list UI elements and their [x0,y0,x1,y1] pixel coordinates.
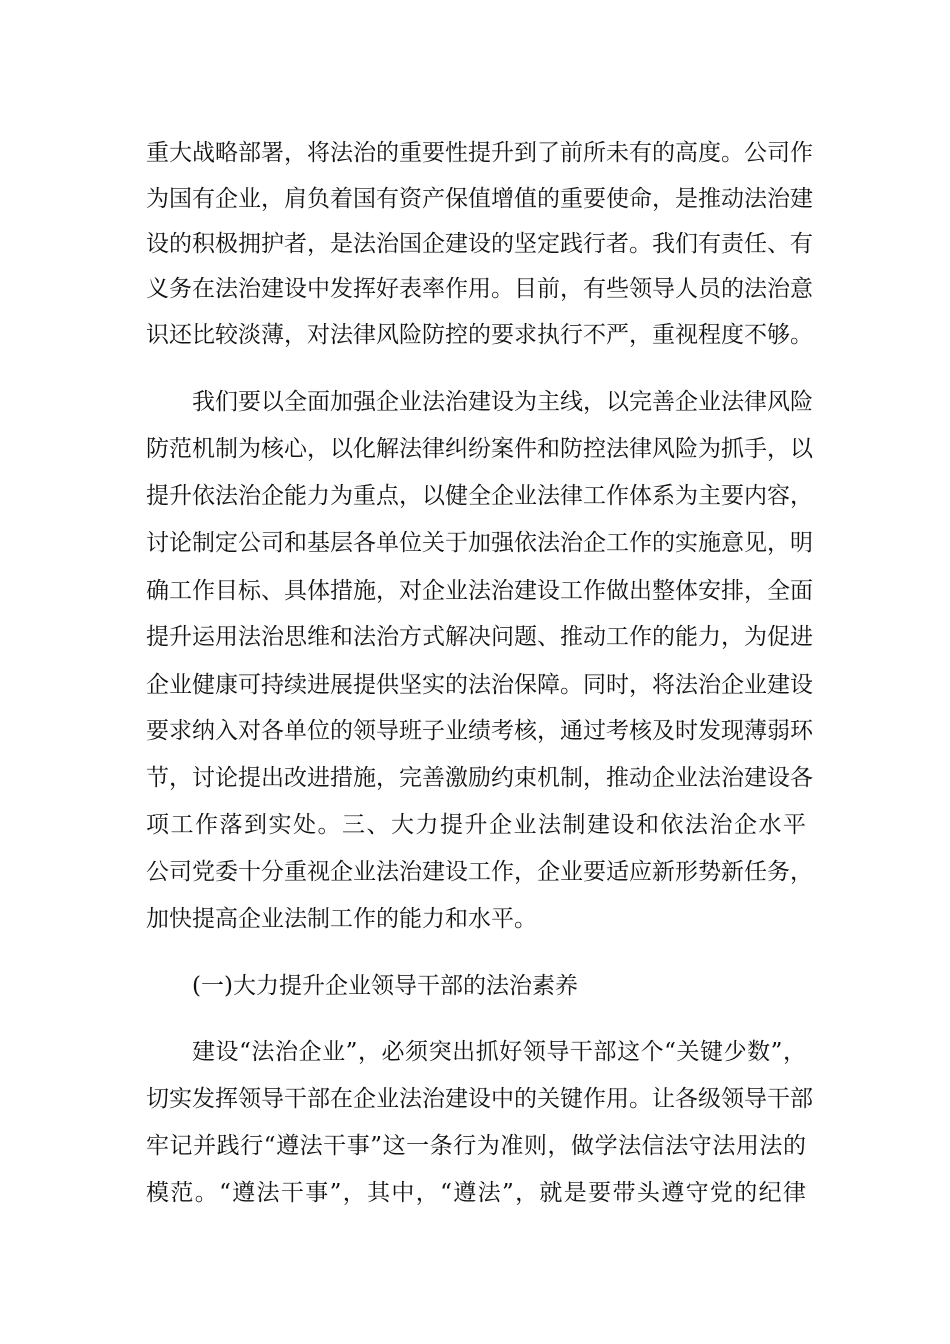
text-line: 确工作目标、具体措施，对企业法治建设工作做出整体安排，全面 [146,578,813,604]
text-line: 切实发挥领导干部在企业法治建设中的关键作用。让各级领导干部 [146,1086,813,1112]
text-line: 我们要以全面加强企业法治建设为主线，以完善企业法律风险 [192,389,813,415]
text-line: 提升依法治企能力为重点，以健全企业法律工作体系为主要内容， [146,483,813,509]
text-line: 模范。“遵法干事”，其中，“遵法”，就是要带头遵守党的纪律 [146,1180,806,1206]
text-line: 建设“法治企业”，必须突出抓好领导干部这个“关键少数”， [192,1039,806,1065]
text-line: 重大战略部署，将法治的重要性提升到了前所未有的高度。公司作 [146,140,813,166]
text-line: 项工作落到实处。三、大力提升企业法制建设和依法治企水平 [146,812,806,838]
text-line: 要求纳入对各单位的领导班子业绩考核，通过考核及时发现薄弱环 [146,718,813,744]
text-line: 公司党委十分重视企业法治建设工作，企业要适应新形势新任务， [146,859,813,885]
text-line: 加快提高企业法制工作的能力和水平。 [146,906,537,932]
text-line: 识还比较淡薄，对法律风险防控的要求执行不严，重视程度不够。 [146,322,813,348]
text-line: 讨论制定公司和基层各单位关于加强依法治企工作的实施意见，明 [146,530,813,556]
text-line: 设的积极拥护者，是法治国企建设的坚定践行者。我们有责任、有 [146,231,813,257]
text-line: 为国有企业，肩负着国有资产保值增值的重要使命，是推动法治建 [146,186,813,212]
text-line: 牢记并践行“遵法干事”这一条行为准则，做学法信法守法用法的 [146,1133,806,1159]
text-line: 提升运用法治思维和法治方式解决问题、推动工作的能力，为促进 [146,624,813,650]
text-line: 防范机制为核心，以化解法律纠纷案件和防控法律风险为抓手，以 [146,436,813,462]
section-heading: (一)大力提升企业领导干部的法治素养 [192,973,578,999]
text-line: 节，讨论提出改进措施，完善激励约束机制，推动企业法治建设各 [146,765,813,791]
text-line: 企业健康可持续进展提供坚实的法治保障。同时，将法治企业建设 [146,672,813,698]
text-line: 义务在法治建设中发挥好表率作用。目前，有些领导人员的法治意 [146,276,813,302]
